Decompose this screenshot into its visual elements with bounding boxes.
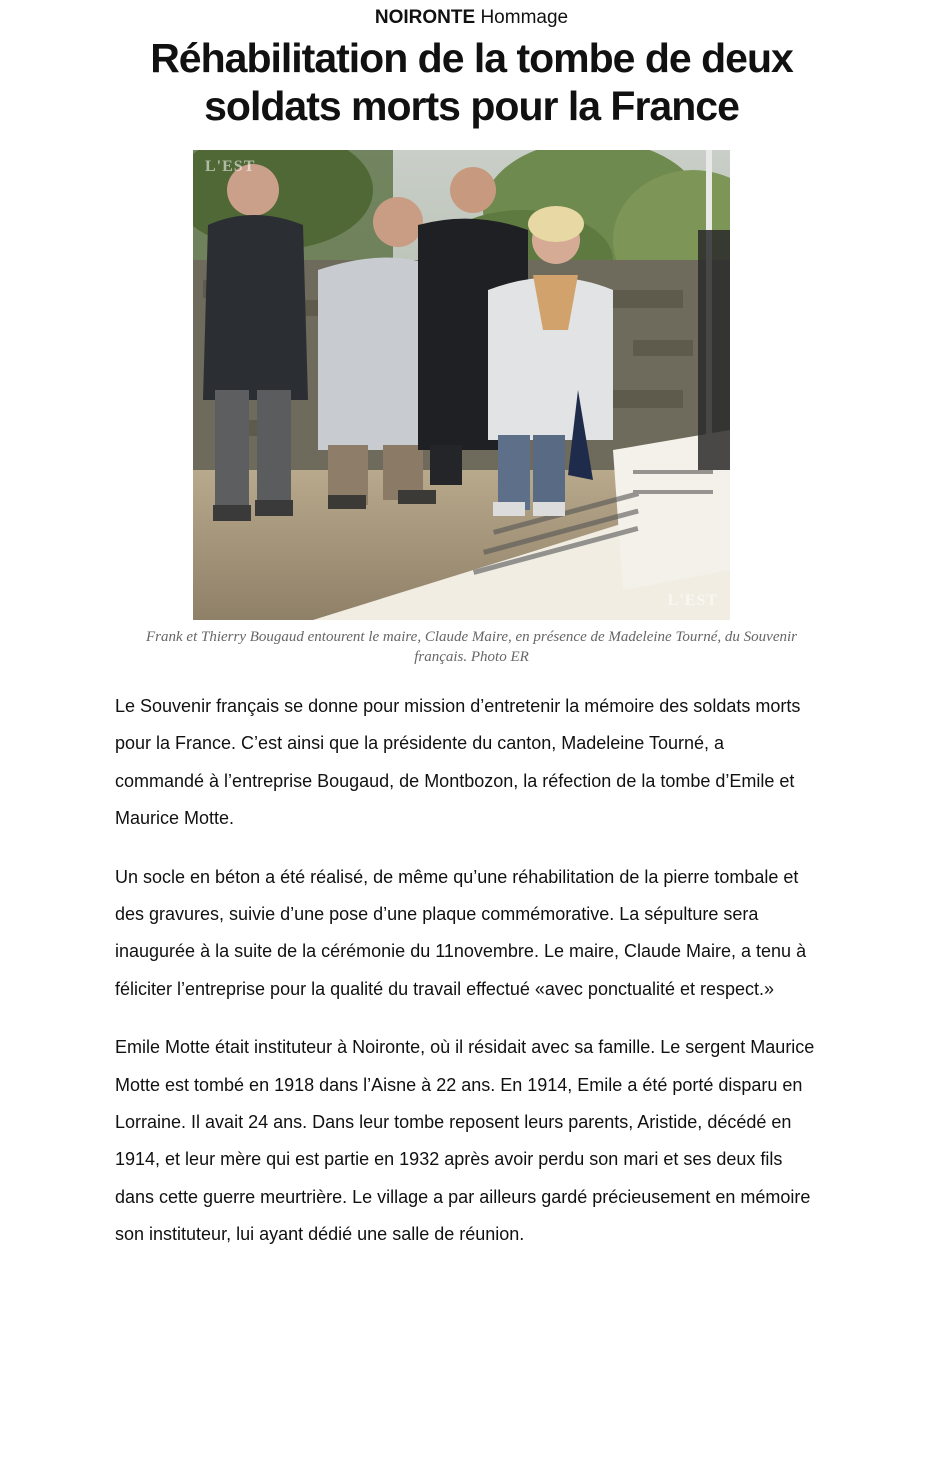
article-paragraph: Le Souvenir français se donne pour mission d’entretenir la mémoire des soldats morts pour la France. C’est ainsi que la présidente du canton, Madeleine Tourné, a commandé à l’entreprise Bougaud, de Montbozon, la réfection de la tombe d’Emile et Maurice Motte. xyxy=(115,696,801,829)
article-section: NOIRONTE xyxy=(374,7,476,28)
article-paragraph: Un socle en béton a été réalisé, de même qu’une réhabilitation de la pierre tombale et des gravures, suivie d’une pose d’une plaque commémorative. La sépulture sera inaugurée à la suite de la cérémonie du 11novembre. Le maire, Claude Maire, a tenu à féliciter l’entreprise pour la qualité du travail effectué «avec ponctualité et respect.» xyxy=(115,866,807,999)
article-photo xyxy=(193,150,730,620)
article-tag: Hommage xyxy=(480,7,569,28)
photo-watermark: L'EST xyxy=(667,592,718,609)
article-paragraph: Emile Motte était instituteur à Noironte, où il résidait avec sa famille. Le sergent Maurice Motte est tombé en 1918 dans l’Aisne à 22 ans. En 1914, Emile a été porté disparu en Lorraine. Il avait 24 ans. Dans leur tombe reposent leurs parents, Aristide, décédé en 1914, et leur mère qui est partie en 1932 après avoir perdu son mari et ses deux fils dans cette guerre meurtrière. Le village a par ailleurs gardé précieusement en mémoire son instituteur, lui ayant dédié une salle de réunion. xyxy=(115,1037,815,1245)
article-kicker xyxy=(0,6,943,30)
photo-of-four-people-at-grave-icon xyxy=(193,150,730,620)
photo-caption: Frank et Thierry Bougaud entourent le maire, Claude Maire, en présence de Madeleine Tourné, du Souvenir français. Photo ER xyxy=(146,629,797,665)
article-body xyxy=(115,688,815,1275)
photo-watermark: L'EST xyxy=(205,158,256,175)
article-title: Réhabilitation de la tombe de deux soldats morts pour la France xyxy=(150,35,793,129)
